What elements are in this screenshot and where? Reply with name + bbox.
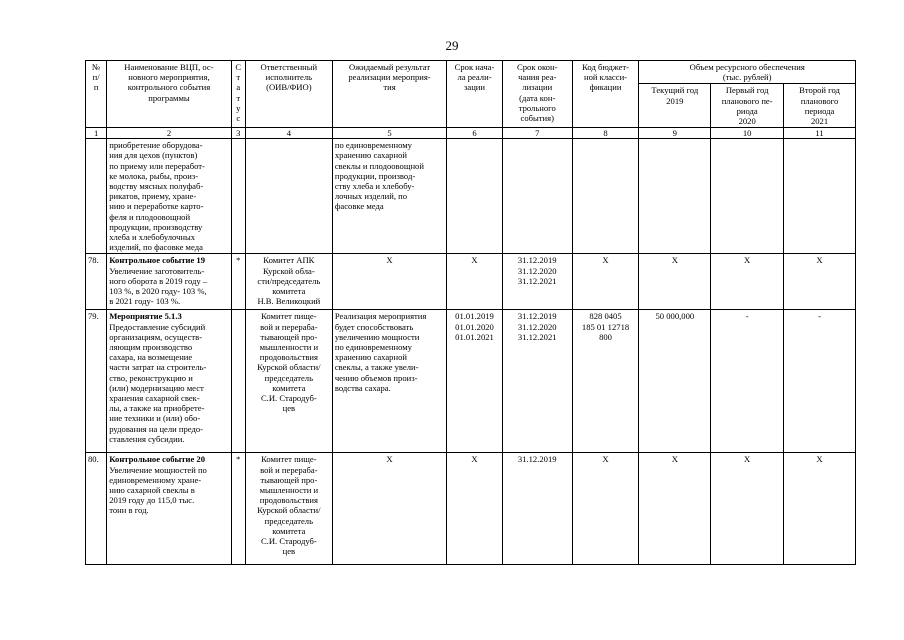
row-number: 80.: [86, 453, 107, 565]
header-no: № п/ п: [86, 61, 107, 128]
row-end: 31.12.2019 31.12.2020 31.12.2021: [502, 310, 572, 453]
row-y2019: [639, 139, 711, 254]
row-name: [107, 310, 231, 453]
row-number: 78.: [86, 254, 107, 310]
row-end: [502, 139, 572, 254]
row-y2020: Х: [711, 453, 784, 565]
column-number: 10: [711, 128, 784, 139]
column-number: 3: [231, 128, 245, 139]
table-row: [86, 254, 856, 310]
row-code: [572, 139, 639, 254]
column-number: 8: [572, 128, 639, 139]
row-name: [107, 139, 231, 254]
row-result: Реализация мероприятия будет способствовать увеличению мощности по единовременному хранению сахарной свеклы, а также увели- чению объемов произ- водства сахара.: [332, 310, 446, 453]
column-number: 7: [502, 128, 572, 139]
header-status: С т а т у с: [231, 61, 245, 128]
header-budget-code: Код бюджет- ной класси- фикации: [572, 61, 639, 128]
row-y2019: 50 000,000: [639, 310, 711, 453]
row-start: 01.01.2019 01.01.2020 01.01.2021: [447, 310, 503, 453]
header-year-first: Первый год планового пе- риода 2020: [711, 84, 784, 128]
row-title: Контрольное событие 19: [109, 255, 205, 266]
header-year-current: Текущий год 2019: [639, 84, 711, 128]
row-y2021: -: [784, 310, 856, 453]
row-description: Увеличение мощностей по единовременному хране- нию сахарной свеклы в 2019 году до 115,0 тыс. тонн в год.: [109, 464, 207, 516]
row-responsible: [245, 139, 332, 254]
row-code: Х: [572, 254, 639, 310]
column-number: 5: [332, 128, 446, 139]
row-end: 31.12.2019: [502, 453, 572, 565]
row-y2020: Х: [711, 254, 784, 310]
row-description: Предоставление субсидий организациям, осуществ- ляющим производство сахара, на возмещение части затрат на строитель- ство, реконструкцию и (или) модернизацию мест хранения сахарной свек- лы, а также на приобрете- ние техники и (или) обо- рудования на цели предо- ставления субсидии.: [109, 321, 207, 444]
header-name: Наименование ВЦП, ос- новного мероприятия, контрольного события программы: [107, 61, 231, 128]
column-number: 2: [107, 128, 231, 139]
column-number-row: [86, 128, 856, 139]
row-status: *: [231, 453, 245, 565]
header-result: Ожидаемый результат реализации мероприя- тия: [332, 61, 446, 128]
row-description: приобретение оборудова- ния для цехов (пунктов) по приему или переработ- ке молока, рыбы, произ- водству мясных полуфаб- рикатов, приему, хране- нию и переработке карто- феля и плодоовощной продукции, производству хлеба и хлебобулочных изделий, по фасовке меда: [109, 140, 205, 253]
table-row: [86, 139, 856, 254]
header-start: Срок нача- ла реали- зации: [447, 61, 503, 128]
page-number: 29: [445, 38, 459, 53]
row-name: [107, 453, 231, 565]
row-status: [231, 310, 245, 453]
row-responsible: Комитет АПК Курской обла- сти/председатель комитета Н.В. Великоцкий: [245, 254, 332, 310]
row-name: [107, 254, 231, 310]
row-status: *: [231, 254, 245, 310]
row-responsible: Комитет пище- вой и перераба- тывающей про- мышленности и продовольствия Курской области/ председатель комитета С.И. Стародуб- цев: [245, 453, 332, 565]
row-result: Х: [332, 254, 446, 310]
table-row: [86, 453, 856, 565]
column-number: 9: [639, 128, 711, 139]
row-code: 828 0405 185 01 12718 800: [572, 310, 639, 453]
header-end: Срок окон- чания реа- лизации (дата кон- трольного события): [502, 61, 572, 128]
row-result: Х: [332, 453, 446, 565]
row-y2021: Х: [784, 453, 856, 565]
row-title: Контрольное событие 20: [109, 454, 205, 465]
row-start: Х: [447, 453, 503, 565]
program-table: [85, 60, 856, 565]
header-responsible: Ответственный исполнитель (ОИВ/ФИО): [245, 61, 332, 128]
row-y2019: Х: [639, 453, 711, 565]
row-number: 79.: [86, 310, 107, 453]
column-number: 4: [245, 128, 332, 139]
row-result: по единовременному хранению сахарной свеклы и плодоовощной продукции, производ- ству хлеба и хлебобу- лочных изделий, по фасовке меда: [332, 139, 446, 254]
header-year-second: Второй год планового периода 2021: [784, 84, 856, 128]
row-y2019: Х: [639, 254, 711, 310]
row-y2021: Х: [784, 254, 856, 310]
row-number: [86, 139, 107, 254]
row-y2020: [711, 139, 784, 254]
row-end: 31.12.2019 31.12.2020 31.12.2021: [502, 254, 572, 310]
header-row-1: [86, 61, 856, 84]
row-start: Х: [447, 254, 503, 310]
header-funding: Объем ресурсного обеспечения (тыс. рублей): [639, 61, 856, 84]
row-status: [231, 139, 245, 254]
row-responsible: Комитет пище- вой и перераба- тывающей про- мышленности и продовольствия Курской области/ председатель комитета С.И. Стародуб- цев: [245, 310, 332, 453]
row-y2020: -: [711, 310, 784, 453]
column-number: 11: [784, 128, 856, 139]
table-row: [86, 310, 856, 453]
row-code: Х: [572, 453, 639, 565]
row-y2021: [784, 139, 856, 254]
column-number: 6: [447, 128, 503, 139]
row-title: Мероприятие 5.1.3: [109, 311, 182, 322]
column-number: 1: [86, 128, 107, 139]
row-description: Увеличение заготовитель- ного оборота в 2019 году – 103 %, в 2020 году- 103 %, в 2021 году- 103 %.: [109, 265, 208, 307]
row-start: [447, 139, 503, 254]
